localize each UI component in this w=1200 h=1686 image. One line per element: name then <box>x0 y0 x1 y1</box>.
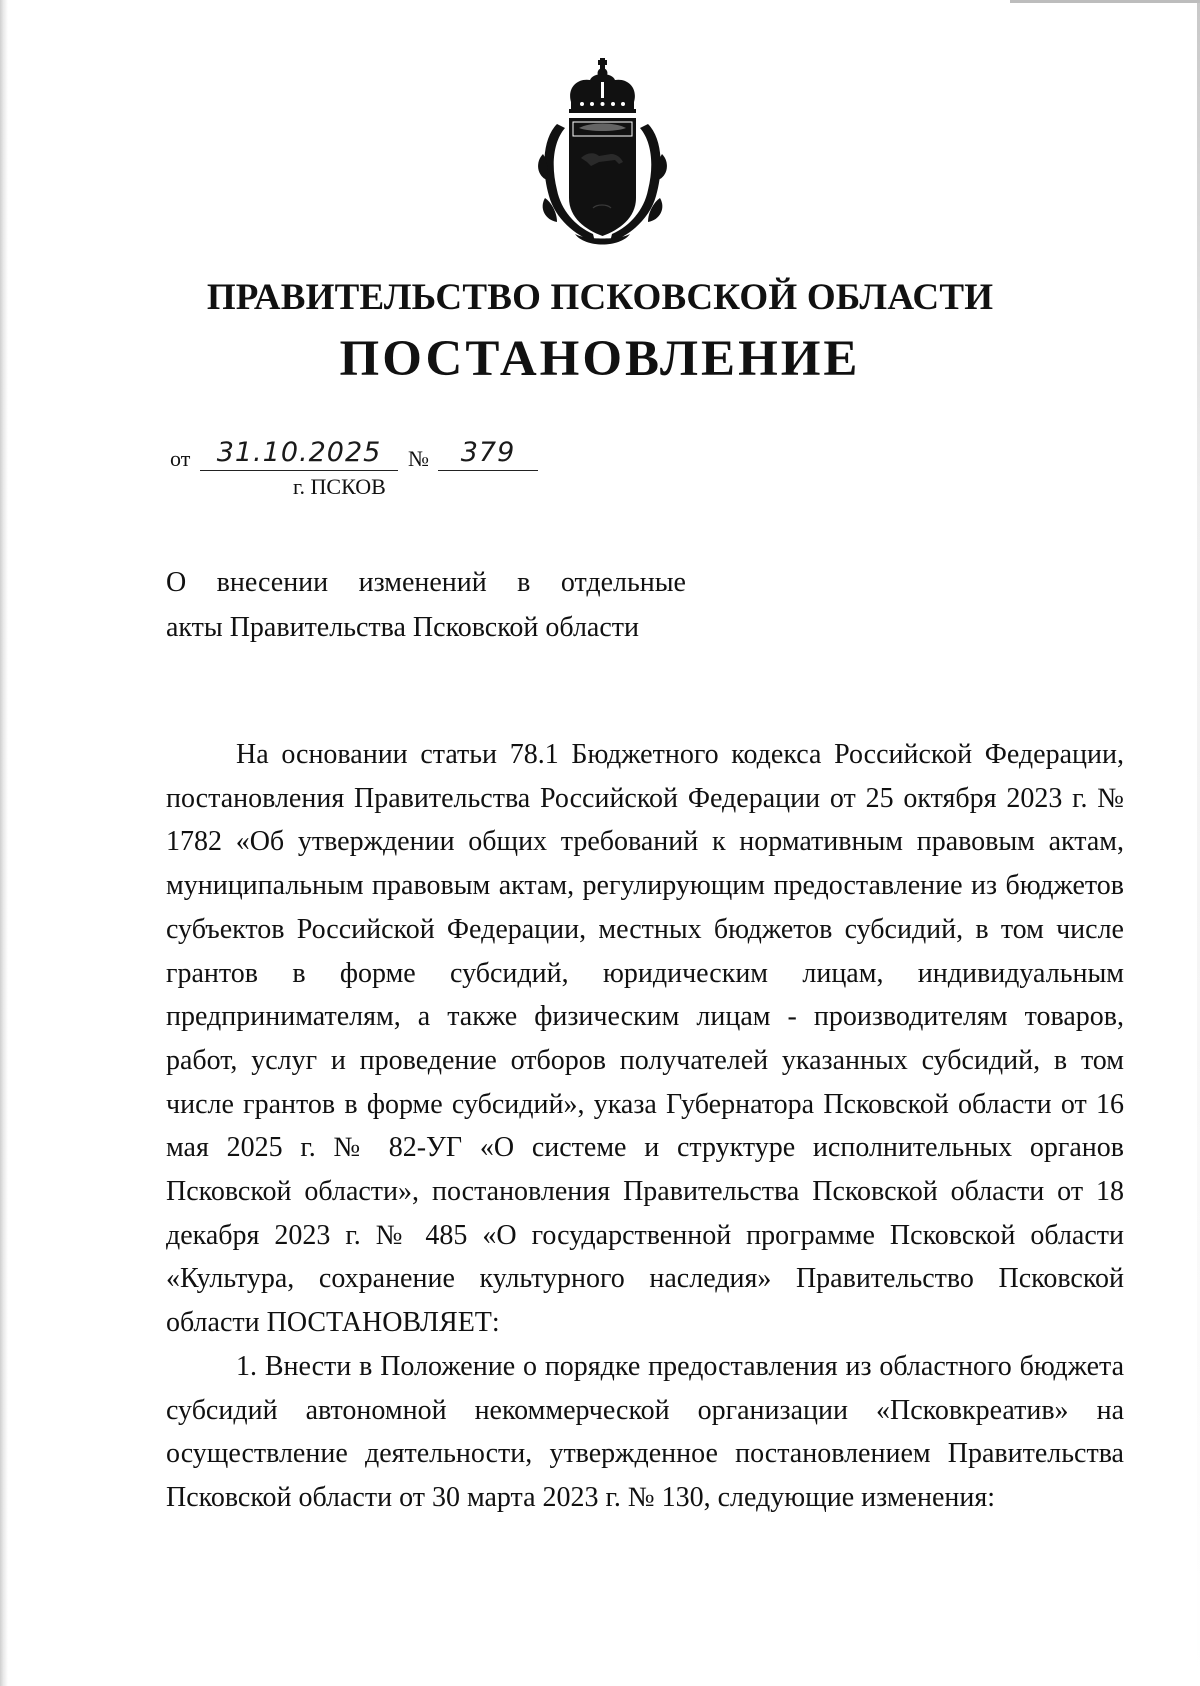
date-prefix: от <box>170 446 191 471</box>
number-prefix: № <box>408 446 429 471</box>
subject-line-1: О внесении изменений в отдельные <box>166 567 686 598</box>
body-paragraph-2: 1. Внести в Положение о порядке предоставления из областного бюджета субсидий автономной некоммерческой организации «Псковкреатив» на осуществление деятельности, утвержденное постановлением Правительства Псковской области от 30 марта 2023 г. № 130, следующие изменения: <box>166 1350 1124 1513</box>
city: г. ПСКОВ <box>293 474 386 499</box>
scan-edge-top <box>1010 0 1200 3</box>
body-paragraph-1: На основании статьи 78.1 Бюджетного кодекса Российской Федерации, постановления Правительства Российской Федерации от 25 октября 2023 г. № 1782 «Об утверждении общих требований к нормативным правовым актам, муниципальным правовым актам, регулирующим предоставление из бюджетов субъектов Российской Федерации, местных бюджетов субсидий, в том числе грантов в форме субсидий, юридическим лицам, индивидуальным предпринимателям, а также физическим лицам - производителям товаров, работ, услуг и проведение отборов получателей указанных субсидий, в том числе грантов в форме субсидий», указа Губернатора Псковской области от 16 мая 2025 г. № 82-УГ «О системе и структуре исполнительных органов Псковской области», постановления Правительства Псковской области от 18 декабря 2023 г. № 485 «О государственной программе Псковской области «Культура, сохранение культурного наследия» Правительство Псковской области ПОСТАНОВЛЯЕТ: <box>166 739 1124 1339</box>
org-title: ПРАВИТЕЛЬСТВО ПСКОВСКОЙ ОБЛАСТИ <box>206 277 994 318</box>
date-value: 31.10.2025 <box>200 436 398 471</box>
document-subject <box>166 560 686 650</box>
coat-of-arms-icon <box>535 58 670 248</box>
document-body <box>166 733 1124 1520</box>
number-value: 379 <box>438 436 538 471</box>
document-type: ПОСТАНОВЛЕНИЕ <box>339 331 861 387</box>
scan-edge-left <box>0 0 8 1686</box>
subject-line-2: акты Правительства Псковской области <box>166 612 639 643</box>
